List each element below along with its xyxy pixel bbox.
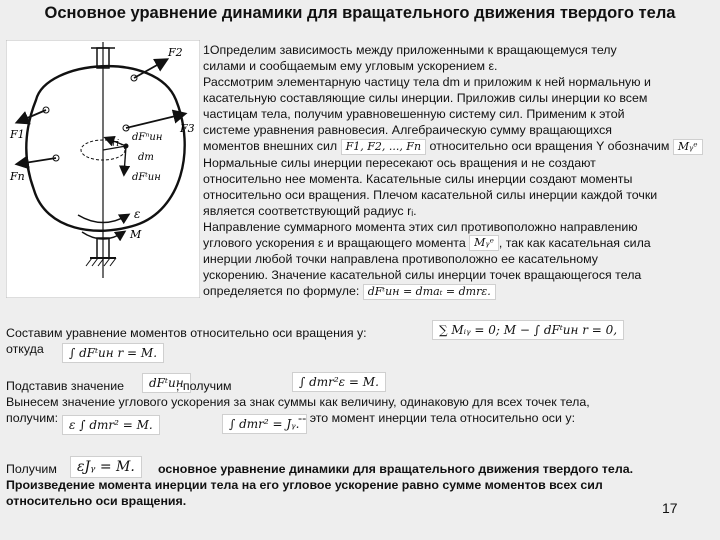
rotating-body-diagram	[6, 40, 200, 298]
moment-formula-2: Mᵧᵉ	[469, 235, 499, 251]
label-f3: F3	[180, 122, 195, 135]
tangent-force-formula: dFᵗин = dmaₜ = dmrε.	[363, 284, 496, 300]
text-line: является соответствующий радиус rᵢ.	[203, 203, 417, 218]
label-dm: dm	[138, 152, 154, 163]
text-line: Направление суммарного момента этих сил противоположно направлению	[203, 219, 638, 234]
text-line: относительно нее момента. Касательные силы инерции создают моменты	[203, 171, 633, 186]
whence-line: откуда	[6, 342, 44, 356]
inertia-description: -- это момент инерции тела относительно оси y:	[298, 411, 576, 425]
page-number: 17	[662, 500, 678, 516]
moment-formula: Mᵧᵉ	[673, 139, 703, 155]
inertia-equation: ∫ dmr² = Jᵧ.	[222, 414, 307, 434]
text-line: силами и сообщаемым ему угловым ускорением ε.	[203, 59, 498, 73]
text-line: углового ускорения ε и вращающего момента Mᵧᵉ , так как касательная сила	[203, 235, 651, 250]
forces-formula: F1, F2, ..., Fn	[341, 139, 426, 155]
text-line: 1Определим зависимость между приложенными к вращающемуся телу	[203, 43, 617, 57]
explanation-text	[203, 42, 718, 300]
got-line: Получим	[6, 462, 57, 476]
text-line: частицам тела, получим уравновешенную систему сил. Применим к этой	[203, 107, 625, 121]
conclusion-line-2: относительно оси вращения.	[6, 494, 187, 508]
text-line: ускорению. Значение касательной силы инерции точек вращающегося тела	[203, 268, 642, 283]
text-line: моментов внешних сил F1, F2, ..., Fn относительно оси вращения Y обозначим Mᵧᵉ	[203, 138, 718, 155]
label-dfin-n: dFⁿин	[132, 132, 163, 143]
obtain-equation: ε ∫ dmr² = M.	[62, 415, 160, 435]
substitute-result: ∫ dmr²ε = M.	[292, 372, 386, 392]
label-m: M	[130, 228, 142, 241]
conclusion-line-1: Произведение момента инерции тела на его угловое ускорение равно сумме моментов всех сил	[6, 478, 603, 492]
text-line: Рассмотрим элементарную частицу тела dm и приложим к ней нормальную и	[203, 75, 651, 89]
label-f2: F2	[168, 46, 183, 59]
text-line: Нормальные силы инерции пересекают ось вращения и не создают	[203, 155, 596, 170]
text-line: инерции любой точки направлена противоположно ее касательному	[203, 252, 598, 267]
final-description: основное уравнение динамики для вращательного движения твердого тела.	[158, 462, 634, 476]
moments-equation: ∑ Mᵢᵧ = 0; M − ∫ dFᵗин r = 0,	[432, 320, 624, 340]
label-f1: F1	[10, 128, 25, 141]
obtain-line: получим:	[6, 411, 59, 425]
text-line: относительно оси вращения. Плечом касательной силы инерции каждой точки	[203, 187, 658, 202]
whence-equation: ∫ dFᵗин r = M.	[62, 343, 164, 363]
text-line: системе уравнения равновесия. Алгебраическую сумму вращающихся	[203, 123, 613, 137]
substitute-obtain: , получим	[176, 379, 232, 393]
text-line: определяется по формуле: dFᵗин = dmaₜ = dmrε.	[203, 283, 718, 300]
extract-line: Вынесем значение углового ускорения за знак суммы как величину, одинаковую для всех точек тела,	[6, 395, 590, 409]
text-line: касательную составляющие силы инерции. Приложив силы инерции ко всем	[203, 91, 648, 105]
label-fn: Fn	[10, 170, 25, 183]
final-equation: εJᵧ = M.	[70, 456, 142, 478]
substitute-line: Подставив значение	[6, 379, 125, 393]
substitute-formula: dFᵗин	[142, 373, 191, 393]
label-ri: ri	[112, 139, 120, 149]
label-epsilon: ε	[134, 207, 141, 221]
label-dfin-t: dFᵗин	[132, 172, 161, 183]
moments-line: Составим уравнение моментов относительно оси вращения y:	[6, 326, 367, 340]
page-title: Основное уравнение динамики для вращательного движения твердого тела	[44, 4, 676, 22]
